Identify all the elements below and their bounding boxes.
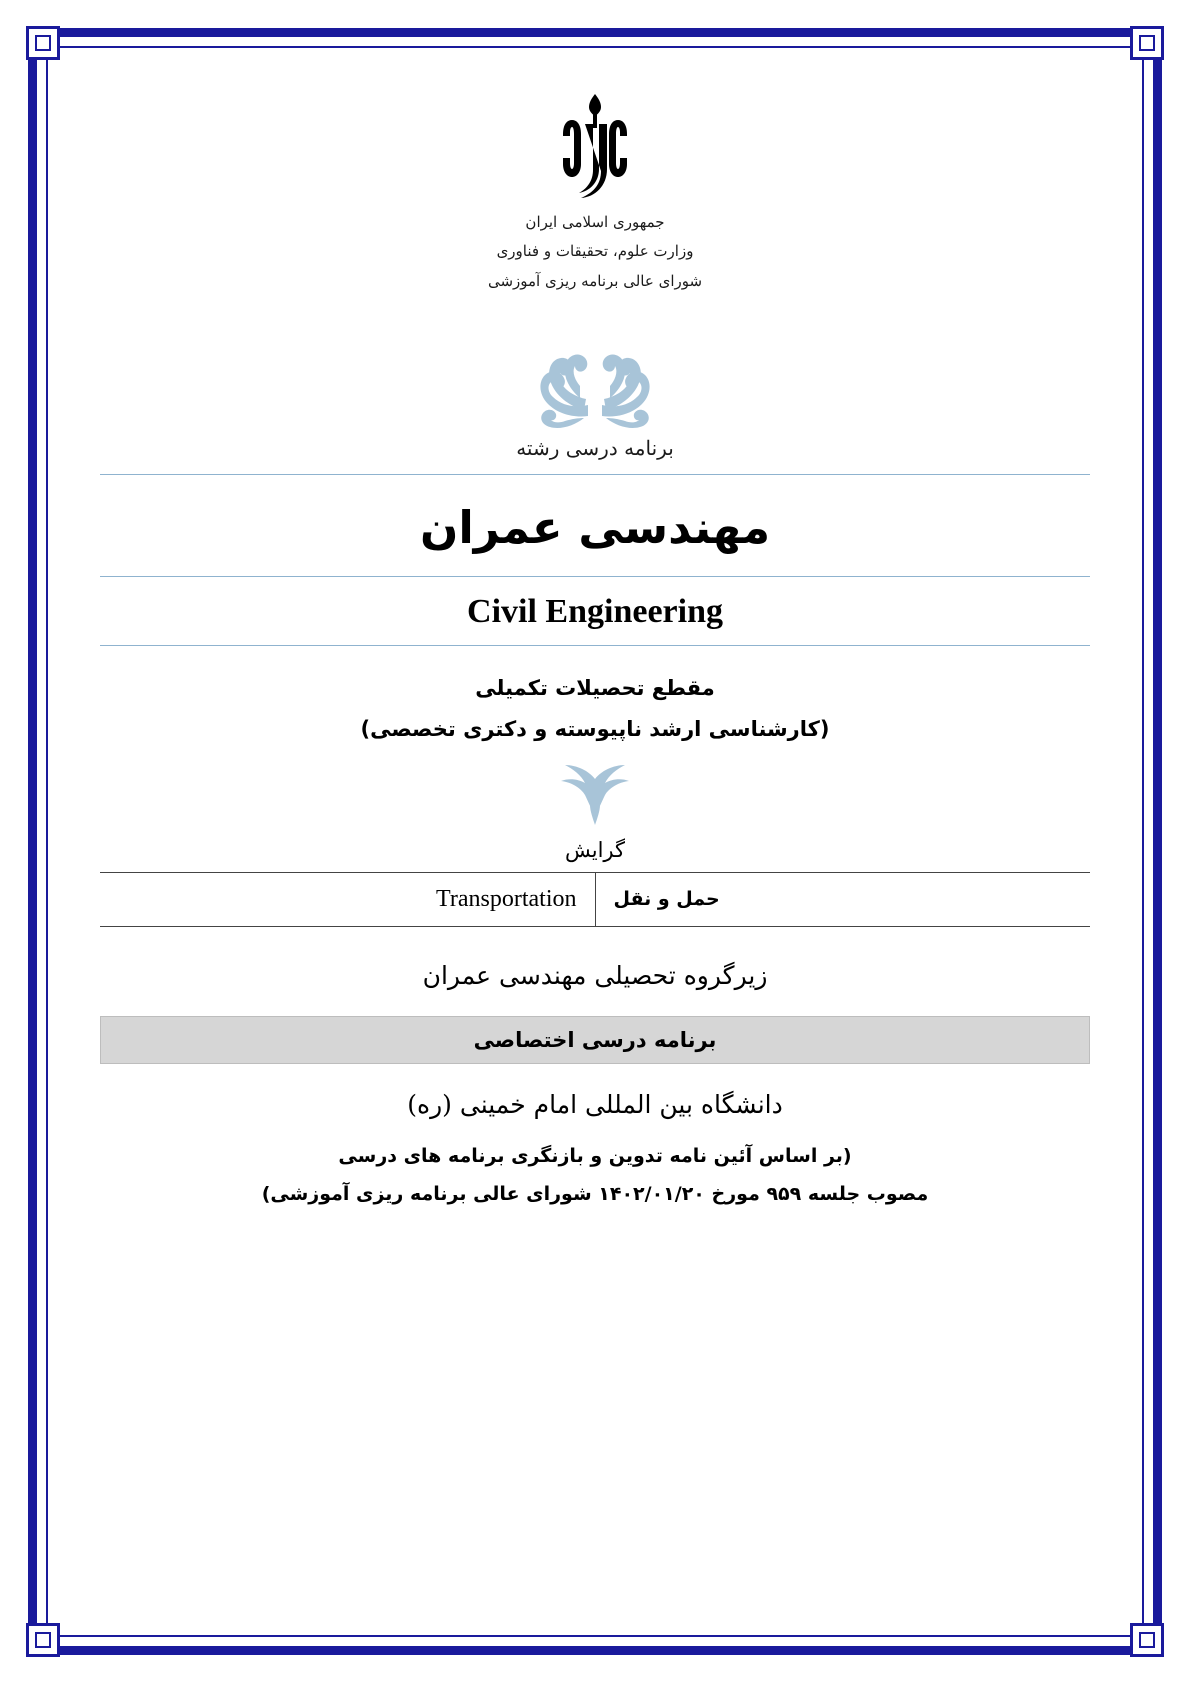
ministry-line-2: وزارت علوم، تحقیقات و فناوری [496,242,694,261]
border-corner-top-right [1130,26,1164,60]
curriculum-label: برنامه درسی رشته [516,435,674,460]
approval-line-1: (بر اساس آئین نامه تدوین و بازنگری برنامه های درسی [338,1144,852,1167]
field-name-en: Civil Engineering [467,592,723,630]
ministry-line-1: جمهوری اسلامی ایران [525,213,665,231]
iran-emblem-icon [100,94,1090,198]
ministry-heading [100,208,1090,296]
branch-name-fa: حمل و نقل [595,872,1090,926]
branch-label: گرایش [564,837,626,862]
table-row [100,872,1090,926]
degree-level [100,668,1090,750]
border-corner-bottom-left [26,1623,60,1657]
degree-line-1: مقطع تحصیلات تکمیلی [475,675,715,700]
cover-page-content [100,80,1090,1603]
floral-ornament-icon [100,322,1090,434]
branch-name-en: Transportation [436,885,577,912]
border-corner-bottom-right [1130,1623,1164,1657]
small-floral-ornament-icon [100,760,1090,838]
degree-line-2: (کارشناسی ارشد ناپیوسته و دکتری تخصصی) [360,716,830,741]
approval-note [100,1137,1090,1213]
approval-line-2: مصوب جلسه ۹۵۹ مورخ ۱۴۰۲/۰۱/۲۰ شورای عالی برنامه ریزی آموزشی) [261,1182,929,1205]
field-name-fa: مهندسی عمران [419,500,771,554]
university-name: دانشگاه بین المللی امام خمینی (ره) [407,1089,783,1119]
border-corner-top-left [26,26,60,60]
branch-table [100,872,1090,927]
ministry-line-3: شورای عالی برنامه ریزی آموزشی [487,271,703,290]
academic-subgroup: زیرگروه تحصیلی مهندسی عمران [422,960,768,990]
special-program-banner: برنامه درسی اختصاصی [100,1016,1090,1064]
divider-bottom [100,645,1090,646]
